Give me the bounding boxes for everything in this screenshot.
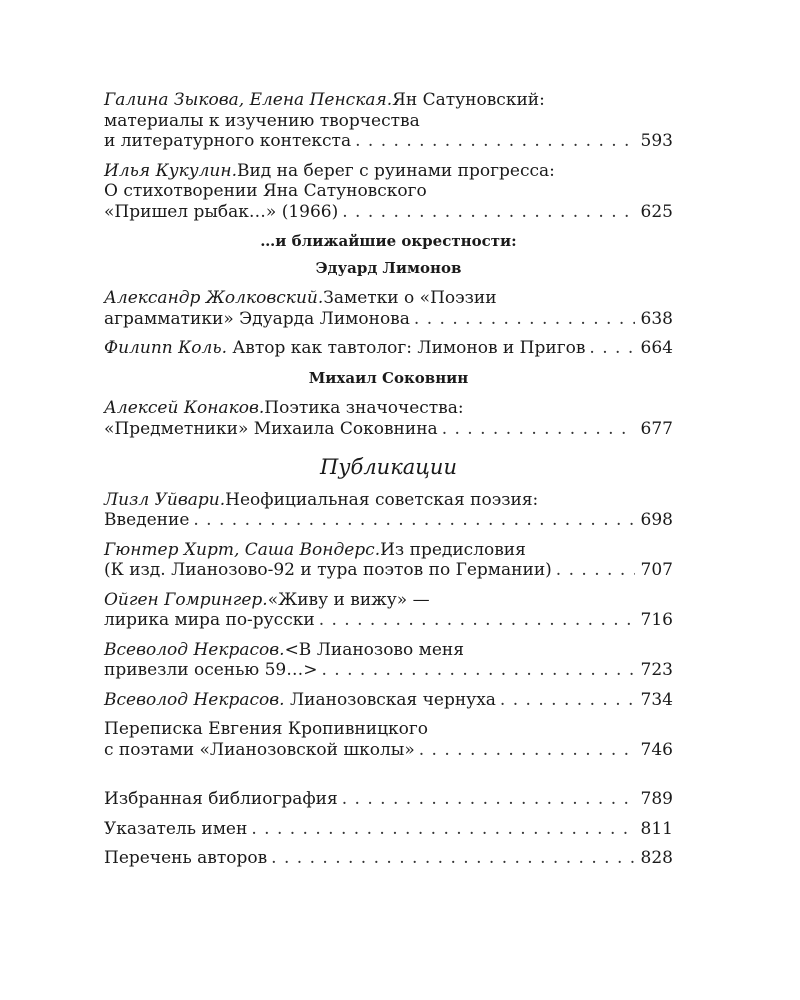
entry-author: Галина Зыкова, Елена Пенская. xyxy=(104,90,393,110)
toc-entry-line xyxy=(104,131,673,152)
entries-group-c xyxy=(104,398,673,439)
toc-entry-line xyxy=(104,181,673,202)
entries-group-a xyxy=(104,90,673,222)
entry-title-text: материалы к изучению творчества xyxy=(104,110,420,131)
page-number: 716 xyxy=(640,610,673,630)
subsection-heading: Эдуард Лимонов xyxy=(315,258,462,277)
toc-entry-line xyxy=(104,740,673,761)
spacer xyxy=(104,769,673,789)
entry-title-text: Заметки о «Поэзии xyxy=(323,288,497,308)
subsection-heading: …и ближайшие окрестности: xyxy=(260,232,517,250)
entry-author: Всеволод Некрасов. xyxy=(104,689,285,710)
entry-title-text: аграмматики» Эдуарда Лимонова xyxy=(104,308,410,329)
dot-leader xyxy=(419,740,635,761)
entry-title-text: «Пришел рыбак…» (1966) xyxy=(104,201,339,222)
entries-group-e xyxy=(104,789,673,869)
entry-title-text: «Предметники» Михаила Соковнина xyxy=(104,418,438,439)
entry-author: Алексей Конаков. xyxy=(104,398,265,418)
dot-leader xyxy=(321,660,634,681)
toc-entry-text-wrap xyxy=(104,510,189,531)
toc-entry xyxy=(104,640,673,681)
dot-leader xyxy=(342,789,635,810)
page-number: 734 xyxy=(640,689,673,710)
toc-entry xyxy=(104,590,673,631)
entry-title-text: <В Лианозово меня xyxy=(284,639,464,660)
entry-title-text: Автор как тавтолог: Лимонов и Пригов xyxy=(232,338,586,358)
toc-entry-line xyxy=(104,338,673,359)
toc-entry xyxy=(104,90,673,152)
toc-entry xyxy=(104,719,673,760)
toc-entry xyxy=(104,161,673,223)
dot-leader xyxy=(342,202,634,223)
toc-entry-line xyxy=(104,288,673,309)
toc-entry-line xyxy=(104,490,673,511)
toc-entry-text-wrap xyxy=(104,419,438,440)
toc-entry-line xyxy=(104,161,673,182)
entry-title-text: Из предисловия xyxy=(380,539,526,560)
page-number: 723 xyxy=(640,660,673,680)
entry-title-text: Лианозовская чернуха xyxy=(289,689,496,710)
toc-entry-text-wrap xyxy=(104,789,338,810)
entry-title-text: с поэтами «Лианозовской школы» xyxy=(104,739,415,760)
page-number: 789 xyxy=(640,789,673,809)
entry-title-text: Введение xyxy=(104,510,190,530)
toc-entry-line xyxy=(104,510,673,531)
page-number: 677 xyxy=(640,418,673,439)
toc-entry-line xyxy=(104,309,673,330)
table-of-contents xyxy=(104,90,673,878)
toc-entry-text-wrap xyxy=(104,309,410,330)
dot-leader xyxy=(193,510,634,531)
toc-entry xyxy=(104,690,673,711)
toc-entry-text-wrap xyxy=(104,740,415,761)
page-number: 828 xyxy=(640,848,673,868)
page-number: 811 xyxy=(640,818,673,839)
toc-entry-line xyxy=(104,789,673,810)
entry-author: Ойген Гомрингер. xyxy=(104,589,268,610)
section-title: Публикации xyxy=(320,455,457,479)
page-number: 593 xyxy=(640,131,673,151)
toc-entry-line xyxy=(104,819,673,840)
toc-entry-line xyxy=(104,202,673,223)
toc-entry-text-wrap xyxy=(104,819,247,840)
entry-author: Илья Кукулин. xyxy=(104,160,237,181)
entry-title-text: привезли осенью 59…> xyxy=(104,660,318,680)
page-number: 625 xyxy=(640,201,673,222)
toc-entry-line xyxy=(104,848,673,869)
entry-author: Гюнтер Хирт, Саша Вондерс. xyxy=(104,539,381,560)
entry-title-text: Избранная библиография xyxy=(104,789,338,809)
dot-leader xyxy=(355,131,634,152)
entry-title-text: (К изд. Лианозово-92 и тура поэтов по Германии) xyxy=(104,560,552,580)
entry-title-text: Поэтика значочества: xyxy=(264,398,464,418)
toc-entry xyxy=(104,398,673,439)
toc-entry-text-wrap xyxy=(104,660,317,681)
toc-entry-line xyxy=(104,590,673,611)
toc-entry-text-wrap xyxy=(104,202,338,223)
toc-entry-line xyxy=(104,90,673,111)
page-number: 746 xyxy=(640,739,673,760)
toc-entry xyxy=(104,540,673,581)
entries-group-d xyxy=(104,490,673,761)
dot-leader xyxy=(500,690,635,711)
dot-leader xyxy=(319,610,635,631)
dot-leader xyxy=(442,419,635,440)
entry-title-text: Вид на берег с руинами прогресса: xyxy=(236,160,555,181)
toc-entry xyxy=(104,819,673,840)
entry-title-text: лирика мира по-русски xyxy=(104,610,315,630)
toc-entry-line xyxy=(104,560,673,581)
toc-entry-line xyxy=(104,690,673,711)
toc-entry-text-wrap xyxy=(104,690,496,711)
entry-author: Всеволод Некрасов. xyxy=(104,639,285,660)
entry-author: Лизл Уйвари. xyxy=(104,489,226,510)
toc-entry-text-wrap xyxy=(104,848,267,869)
dot-leader xyxy=(589,338,634,359)
entry-author: Александр Жолковский. xyxy=(104,288,324,308)
toc-entry-line xyxy=(104,398,673,419)
toc-entry-line xyxy=(104,719,673,740)
entry-title-text: Перечень авторов xyxy=(104,848,268,868)
toc-entry-text-wrap xyxy=(104,338,585,359)
dot-leader xyxy=(251,819,634,840)
page-number: 638 xyxy=(640,308,673,329)
toc-entry xyxy=(104,490,673,531)
subsection-heading: Михаил Соковнин xyxy=(308,368,469,387)
page-number: 664 xyxy=(640,338,673,358)
toc-entry-line xyxy=(104,640,673,661)
toc-entry-text-wrap xyxy=(104,131,351,152)
entry-title-text: Ян Сатуновский: xyxy=(392,90,545,110)
toc-entry-line xyxy=(104,419,673,440)
toc-entry-line xyxy=(104,610,673,631)
entry-title-text: Неофициальная советская поэзия: xyxy=(225,489,539,510)
entry-title-text: Переписка Евгения Кропивницкого xyxy=(104,719,429,739)
entry-title-text: О стихотворении Яна Сатуновского xyxy=(104,181,427,201)
toc-entry-line xyxy=(104,540,673,561)
dot-leader xyxy=(271,848,634,869)
toc-entry xyxy=(104,288,673,329)
toc-entry-line xyxy=(104,111,673,132)
page-number: 698 xyxy=(640,510,673,530)
entry-title-text: «Живу и вижу» — xyxy=(267,589,430,610)
entry-author: Филипп Коль. xyxy=(104,338,228,358)
toc-entry-text-wrap xyxy=(104,610,315,631)
entry-title-text: и литературного контекста xyxy=(104,131,352,151)
toc-entry-text-wrap xyxy=(104,560,552,581)
entries-group-b xyxy=(104,288,673,359)
dot-leader xyxy=(414,309,635,330)
toc-entry xyxy=(104,338,673,359)
toc-entry xyxy=(104,789,673,810)
page-number: 707 xyxy=(640,560,673,580)
entry-title-text: Указатель имен xyxy=(104,818,248,839)
toc-entry-line xyxy=(104,660,673,681)
toc-entry xyxy=(104,848,673,869)
dot-leader xyxy=(556,560,635,581)
